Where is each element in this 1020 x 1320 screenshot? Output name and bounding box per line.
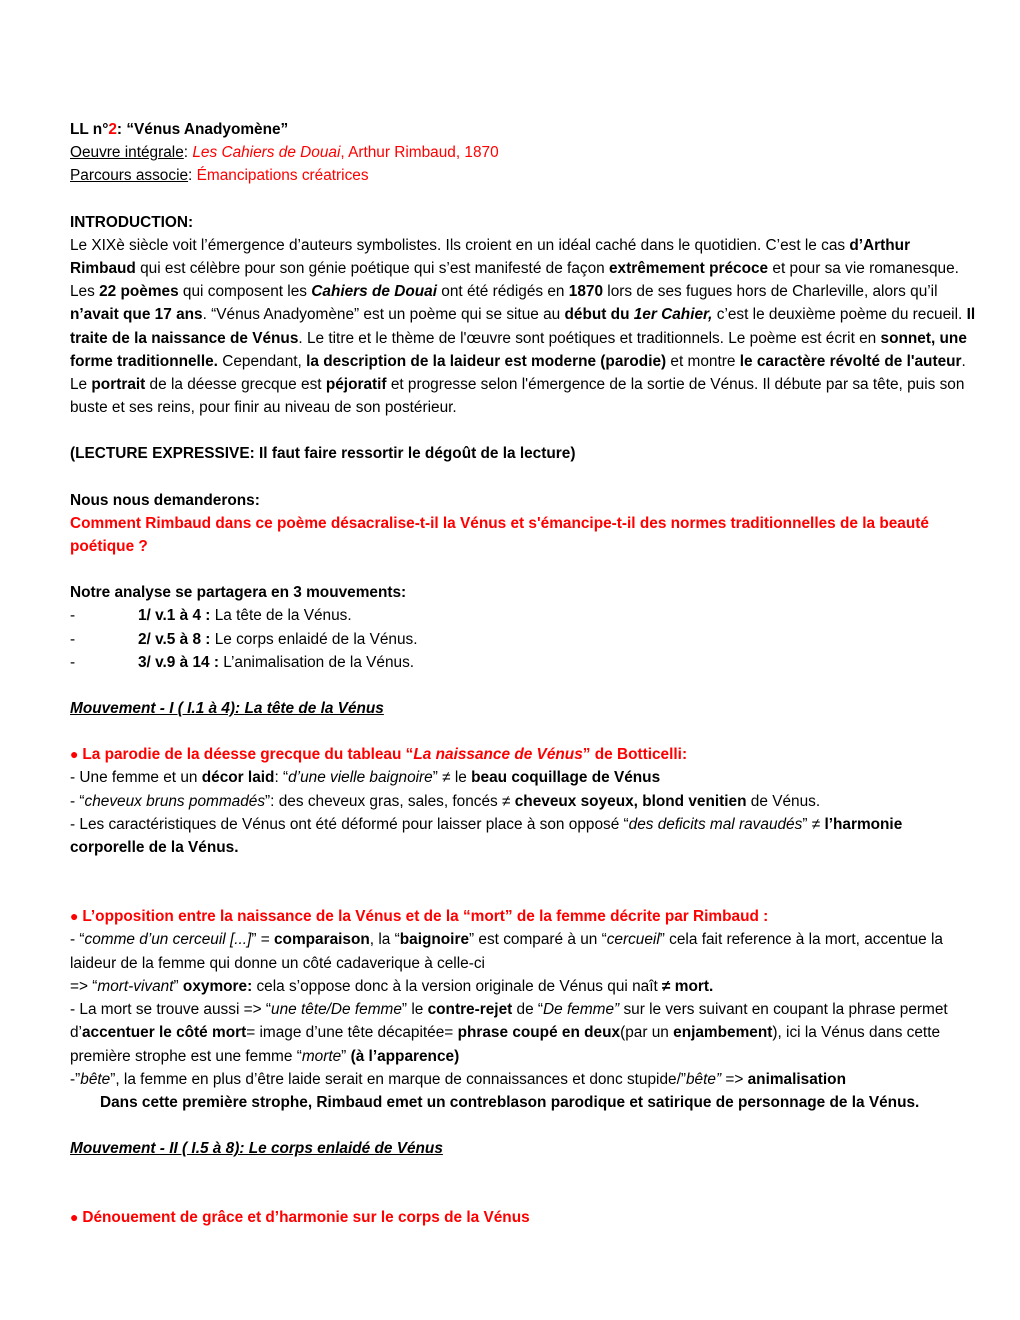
parcours-associe-line (70, 164, 978, 187)
plan-item-label: 1/ v.1 à 4 : (138, 607, 211, 625)
plan-item (70, 628, 978, 651)
mvt1-p6-text-4: sur le vers suivant en coupant la phrase permet d’ (70, 1001, 948, 1042)
intro-text-10: Cependant, (217, 352, 307, 370)
mvt1-p6-text-3: de “ (512, 1001, 544, 1019)
mvt1-p4-italic-1: comme d’un cerceuil [...] (84, 931, 252, 949)
intro-text-3: et pour sa vie romanesque. Les (70, 260, 959, 301)
bullet-1-heading (70, 743, 978, 766)
problematique-section (70, 489, 978, 559)
intro-text-5: ont été rédigés en (437, 283, 569, 301)
title-label: LL n° (70, 121, 109, 138)
mvt1-p7-text-2: ”, la femme en plus d’être laide serait en marque de connaissances et donc stupide/” (110, 1070, 686, 1088)
mvt1-p6-italic-1: une tête/De femme (271, 1001, 402, 1019)
plan-item-text: La tête de la Vénus. (210, 607, 352, 625)
mvt1-p6-bold-1: contre-rejet (427, 1001, 513, 1019)
intro-text-1: Le XIXè siècle voit l’émergence d’auteurs symbolistes. Ils croient en un idéal caché dans le quotidien. C’est le cas (70, 236, 850, 254)
intro-text-6: lors de ses fugues hors de Charleville, alors qu’il (603, 283, 938, 301)
intro-text-2: qui est célèbre pour son génie poétique qui s’est manifesté de façon (135, 260, 609, 278)
plan-item-text: Le corps enlaidé de la Vénus. (210, 630, 418, 648)
mvt1-p1-text-1: - Une femme et un (70, 769, 202, 787)
plan-item (70, 604, 978, 627)
mouvement-1-bullet-2-block (70, 905, 978, 1114)
oeuvre-title: Les Cahiers de Douai (192, 144, 341, 162)
mvt1-p3-bold-1: l’harmonie corporelle de la Vénus. (70, 815, 903, 857)
spacer (70, 674, 978, 697)
intro-bolditalic-2: 1er Cahier, (633, 306, 713, 324)
mvt1-p4-text-3: , la “ (369, 931, 400, 949)
mvt1-p1-text-3: ” ≠ le (432, 769, 472, 787)
mvt1-p2-text-3: de Vénus. (746, 792, 821, 810)
title-rest: : “Vénus Anadyomène” (116, 121, 289, 138)
mvt1-p4-bold-1: comparaison (274, 931, 370, 949)
mvt1-p6-text-2: ” le (401, 1001, 428, 1019)
intro-bold-12: péjoratif (325, 376, 387, 394)
plan-item-label: 3/ v.9 à 14 : (138, 653, 219, 671)
problematique-lead: Nous nous demanderons: (70, 491, 260, 509)
mvt1-p6-text-5: = image d’une tête décapitée= (246, 1024, 458, 1042)
mouvement-2-heading: Mouvement - II ( I.5 à 8): Le corps enlaidé de Vénus (70, 1140, 443, 1158)
mvt1-p2-bold-1: cheveux soyeux, blond venitien (514, 792, 747, 810)
intro-text-11: et montre (666, 352, 740, 370)
intro-bold-1: d’Arthur Rimbaud (70, 236, 911, 278)
mvt1-p7-bold-1: animalisation (747, 1070, 846, 1088)
bullet-icon: ● (70, 1209, 83, 1226)
intro-bold-6: début du (564, 306, 634, 324)
parcours-label: Parcours associe (70, 167, 189, 185)
oeuvre-separator: : (183, 144, 193, 162)
parcours-value: Émancipations créatrices (196, 167, 369, 185)
spacer (70, 1183, 978, 1206)
mvt1-p6-text-8: ” (341, 1047, 351, 1065)
spacer (70, 859, 978, 882)
mvt1-p4-text-2: ” = (251, 931, 274, 949)
mvt1-point-7 (70, 1068, 978, 1091)
spacer (70, 1160, 978, 1183)
intro-bold-9: la description de la laideur est moderne (parodie) (306, 352, 667, 370)
mvt1-p1-bold-2: beau coquillage de Vénus (471, 769, 661, 787)
spacer (70, 1114, 978, 1137)
mvt1-p6-italic-3: morte (301, 1047, 342, 1065)
spacer (70, 466, 978, 489)
bullet-icon: ● (70, 746, 83, 763)
mvt1-p4-italic-2: cercueil (606, 931, 660, 949)
oeuvre-integrale-line (70, 141, 978, 164)
mvt1-p7-text-3: => (721, 1070, 748, 1088)
bullet-1-italic-1: La naissance de Vénus (413, 746, 583, 764)
intro-bolditalic-1: Cahiers de Douai (311, 283, 437, 301)
mvt1-point-1 (70, 766, 978, 789)
mvt1-p6-bold-5: (à l’apparence) (350, 1047, 460, 1065)
mvt1-p3-text-1: - Les caractéristiques de Vénus ont été déformé pour laisser place à son opposé “ (70, 815, 629, 833)
mvt1-p6-text-6: (par un (620, 1024, 674, 1042)
plan-section (70, 581, 978, 674)
spacer (70, 720, 978, 743)
spacer (70, 558, 978, 581)
title-block (70, 118, 978, 188)
doc-title-line (70, 118, 978, 141)
mvt1-p5-bold-2: ≠ mort. (662, 977, 714, 995)
mvt1-p6-bold-4: enjambement (673, 1024, 773, 1042)
intro-bold-8: sonnet, une forme traditionnelle. (70, 329, 967, 370)
mvt1-conclusion: Dans cette première strophe, Rimbaud emet un contreblason parodique et satirique de personnage de la Vénus. (100, 1093, 920, 1111)
mvt1-p2-italic-1: cheveux bruns pommadés (84, 792, 266, 810)
intro-text-4: qui composent les (178, 283, 312, 301)
bullet-2-text: L’opposition entre la naissance de la Vénus et de la “mort” de la femme décrite par Rimbaud : (82, 908, 769, 926)
bullet-1-text-1: La parodie de la déesse grecque du tableau “ (82, 746, 414, 764)
mvt1-p2-text-1: - “ (70, 792, 85, 810)
mvt1-p4-text-5: ” cela fait reference à la mort, accentue la laideur de la femme qui donne un côté cadaverique à celle-ci (70, 931, 943, 972)
problematique-question: Comment Rimbaud dans ce poème désacralise-t-il la Vénus et s'émancipe-t-il des normes traditionnelles de la beauté poétique ? (70, 514, 929, 556)
mvt1-p1-text-2: : “ (274, 769, 289, 787)
mvt1-p5-text-2: ” (173, 977, 183, 995)
oeuvre-author-year: , Arthur Rimbaud, 1870 (340, 144, 499, 162)
intro-bold-2: extrêmement précoce (609, 260, 769, 278)
mvt1-p4-bold-2: baignoire (399, 931, 469, 949)
introduction-paragraph (70, 234, 978, 420)
bullet-icon: ● (70, 908, 83, 925)
mvt1-p5-text-1: => “ (70, 977, 98, 995)
mvt1-point-3 (70, 813, 978, 859)
plan-heading: Notre analyse se partagera en 3 mouvements: (70, 584, 407, 602)
mouvement-1-heading: Mouvement - I ( I.1 à 4): La tête de la Vénus (70, 700, 384, 718)
plan-dash: - (70, 630, 76, 648)
parcours-separator: : (188, 167, 197, 185)
mvt1-p7-text-1: -” (70, 1070, 81, 1088)
mvt1-point-5 (70, 975, 978, 998)
plan-item (70, 651, 978, 674)
mvt1-p6-italic-2: De femme” (543, 1001, 620, 1019)
mvt1-p3-text-2: ” ≠ (802, 815, 825, 833)
plan-dash: - (70, 653, 76, 671)
mvt2-bullet-1-text: Dénouement de grâce et d’harmonie sur le corps de la Vénus (82, 1209, 530, 1227)
spacer (70, 882, 978, 905)
intro-text-14: et progresse selon l'émergence de la sortie de Vénus. Il débute par sa tête, puis son buste et ses reins, pour finir au niveau de son postérieur. (70, 376, 965, 417)
mvt1-p6-bold-3: phrase coupé en deux (457, 1024, 621, 1042)
introduction-heading: INTRODUCTION: (70, 213, 194, 231)
spacer (70, 419, 978, 442)
spacer (70, 188, 978, 211)
mvt1-p1-italic-1: d’une vielle baignoire (288, 769, 433, 787)
intro-text-13: de la déesse grecque est (145, 376, 326, 394)
intro-text-7: . “Vénus Anadyomène” est un poème qui se situe au (202, 306, 565, 324)
title-number: 2 (108, 121, 117, 138)
intro-text-8: c’est le deuxième poème du recueil. (712, 306, 967, 324)
intro-text-12: . Le (70, 352, 966, 394)
mouvement-2-bullet-1 (70, 1206, 978, 1229)
intro-bold-11: portrait (91, 376, 146, 394)
mvt1-p7-italic-1: bête (80, 1070, 111, 1088)
intro-bold-5: n’avait que 17 ans (70, 306, 203, 324)
plan-item-text: L’animalisation de la Vénus. (219, 653, 415, 671)
bullet-1-text-2: ” de Botticelli: (582, 746, 688, 764)
mvt1-p5-italic-1: mort-vivant (97, 977, 174, 995)
mvt1-p6-bold-2: accentuer le côté mort (81, 1024, 247, 1042)
bullet-2-heading (70, 905, 978, 928)
mvt1-p6-text-1: - La mort se trouve aussi => “ (70, 1001, 272, 1019)
intro-text-9: . Le titre et le thème de l'œuvre sont poétiques et traditionnels. Le poème est écrit en (298, 329, 881, 347)
mvt1-p3-italic-1: des deficits mal ravaudés (628, 815, 803, 833)
mouvement-1-bullet-1-block (70, 743, 978, 859)
plan-dash: - (70, 607, 76, 625)
oeuvre-integrale-label: Oeuvre intégrale (70, 144, 184, 162)
intro-bold-10: le caractère révolté de l'auteur (739, 352, 962, 370)
mvt1-p6-text-7: ), ici la Vénus dans cette première strophe est une femme “ (70, 1024, 941, 1065)
lecture-expressive-note: (LECTURE EXPRESSIVE: Il faut faire ressortir le dégoût de la lecture) (70, 445, 576, 463)
mvt1-p5-text-3: cela s’oppose donc à la version originale de Vénus qui naît (252, 977, 663, 995)
mvt1-p5-bold-1: oxymore: (182, 977, 253, 995)
document-body (70, 118, 978, 1230)
mvt1-p4-text-1: - “ (70, 931, 85, 949)
intro-bold-7: Il traite de la naissance de Vénus (70, 306, 976, 347)
introduction-section (70, 211, 978, 420)
plan-item-label: 2/ v.5 à 8 : (138, 630, 211, 648)
mvt1-p1-bold-1: décor laid (201, 769, 275, 787)
mvt1-p2-text-2: ”: des cheveux gras, sales, foncés ≠ (265, 792, 515, 810)
intro-bold-4: 1870 (568, 283, 604, 301)
mvt1-p4-text-4: ” est comparé à un “ (469, 931, 607, 949)
mvt1-point-6 (70, 998, 978, 1068)
intro-bold-3: 22 poèmes (99, 283, 179, 301)
mvt1-point-2 (70, 790, 978, 813)
mvt1-point-4 (70, 928, 978, 974)
mvt1-p7-italic-2: bête” (686, 1070, 722, 1088)
